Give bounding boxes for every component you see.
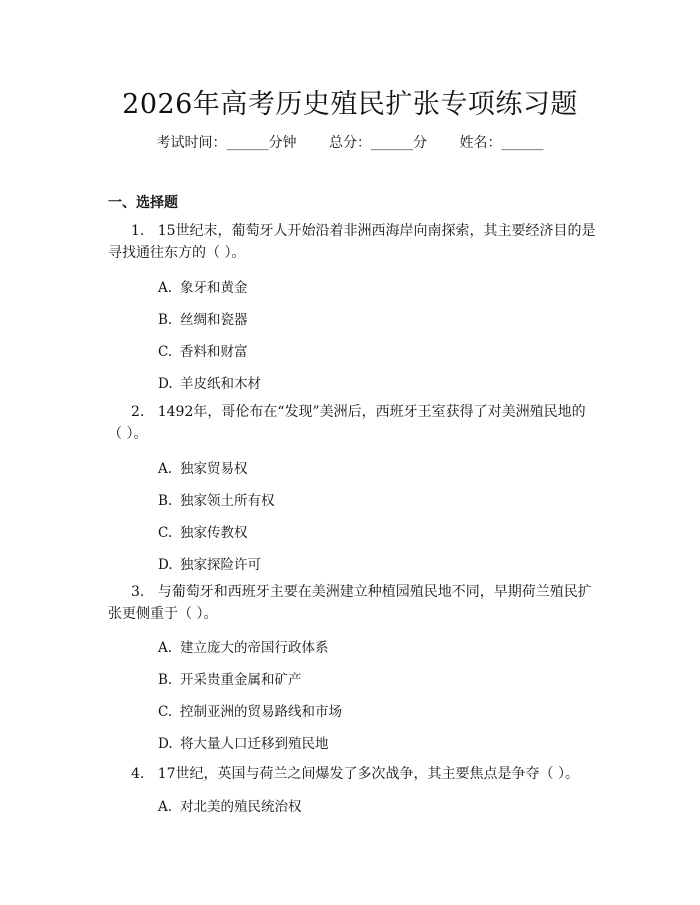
- question-number: 3.: [131, 584, 145, 600]
- option-text: 丝绸和瓷器: [180, 312, 248, 328]
- exam-time-field: [157, 135, 297, 151]
- option-3c: [158, 700, 342, 720]
- option-letter: D.: [158, 376, 173, 392]
- option-letter: B.: [158, 493, 173, 509]
- exam-time-blank: ______: [226, 135, 269, 151]
- question-3: [108, 581, 598, 625]
- option-text: 独家探险许可: [180, 557, 261, 573]
- option-text: 将大量人口迁移到殖民地: [180, 736, 329, 752]
- option-letter: C.: [158, 704, 173, 720]
- question-text: 1492年，哥伦布在“发现”美洲后，西班牙王室获得了对美洲殖民地的（ ）。: [108, 404, 586, 442]
- exam-time-label: 考试时间：: [156, 135, 227, 151]
- option-letter: B.: [158, 312, 173, 328]
- question-number: 4.: [131, 766, 145, 782]
- option-text: 羊皮纸和木材: [180, 376, 261, 392]
- question-number: 2.: [131, 404, 145, 420]
- question-2: [108, 401, 598, 445]
- option-text: 香料和财富: [180, 344, 248, 360]
- option-1b: [158, 308, 248, 328]
- exam-time-unit: 分钟: [268, 135, 297, 151]
- option-letter: A.: [158, 640, 173, 656]
- option-letter: A.: [158, 280, 173, 296]
- student-name-label: 姓名：: [459, 135, 502, 151]
- option-letter: B.: [158, 672, 173, 688]
- question-text: 与葡萄牙和西班牙主要在美洲建立种植园殖民地不同，早期荷兰殖民扩张更侧重于（ ）。: [108, 584, 592, 622]
- option-1c: [158, 340, 248, 360]
- total-score-blank: ______: [371, 135, 413, 151]
- option-2d: [158, 553, 261, 573]
- section-heading: 一、选择题: [108, 195, 178, 211]
- option-letter: A.: [158, 461, 173, 477]
- option-text: 象牙和黄金: [180, 280, 248, 296]
- option-letter: A.: [158, 799, 173, 815]
- option-text: 建立庞大的帝国行政体系: [180, 640, 329, 656]
- question-number: 1.: [131, 223, 145, 239]
- total-score-unit: 分: [413, 135, 427, 151]
- option-2b: [158, 489, 275, 509]
- option-1d: [158, 372, 261, 392]
- total-score-field: [329, 135, 427, 151]
- option-letter: C.: [158, 525, 173, 541]
- option-3a: [158, 636, 329, 656]
- option-3b: [158, 668, 302, 688]
- exam-info-line: [0, 132, 700, 152]
- option-2c: [158, 521, 248, 541]
- option-1a: [158, 276, 248, 296]
- student-name-field: [459, 135, 543, 151]
- student-name-blank: ______: [501, 135, 544, 151]
- option-text: 独家领土所有权: [180, 493, 275, 509]
- total-score-label: 总分：: [329, 135, 371, 151]
- option-letter: D.: [158, 557, 173, 573]
- page-title: 2026年高考历史殖民扩张专项练习题: [122, 89, 578, 120]
- option-text: 控制亚洲的贸易路线和市场: [180, 704, 342, 720]
- option-3d: [158, 732, 329, 752]
- option-text: 对北美的殖民统治权: [180, 799, 302, 815]
- question-text: 15世纪末，葡萄牙人开始沿着非洲西海岸向南探索，其主要经济目的是寻找通往东方的（ ）。: [108, 223, 596, 261]
- question-text: 17世纪，英国与荷兰之间爆发了多次战争，其主要焦点是争夺（ ）。: [157, 766, 579, 782]
- option-text: 开采贵重金属和矿产: [180, 672, 302, 688]
- option-2a: [158, 457, 248, 477]
- option-text: 独家传教权: [180, 525, 248, 541]
- option-letter: C.: [158, 344, 173, 360]
- option-letter: D.: [158, 736, 173, 752]
- option-4a: [158, 795, 302, 815]
- question-4: [108, 763, 598, 785]
- option-text: 独家贸易权: [180, 461, 248, 477]
- question-1: [108, 220, 598, 264]
